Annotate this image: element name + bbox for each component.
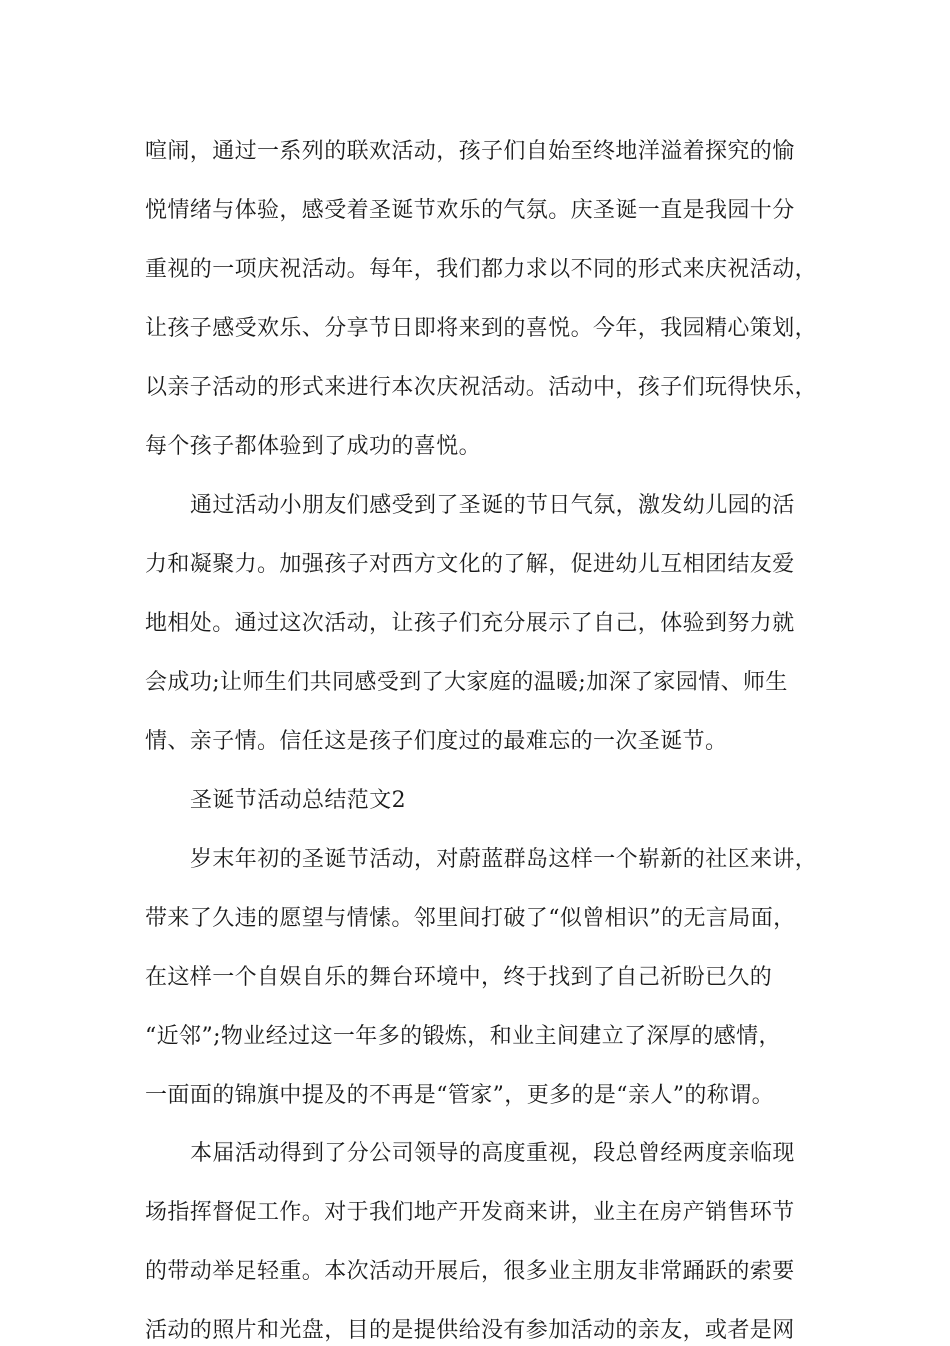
text-line: “近邻”;物业经过这一年多的锻炼，和业主间建立了深厚的感情， [145,1024,781,1049]
text-line: 带来了久违的愿望与情愫。邻里间打破了“似曾相识”的无言局面， [145,906,796,931]
text-line: 在这样一个自娱自乐的舞台环境中，终于找到了自己祈盼已久的 [145,965,773,990]
text-line: 一面面的锦旗中提及的不再是“管家”，更多的是“亲人”的称谓。 [145,1083,774,1108]
text-line: 的带动举足轻重。本次活动开展后，很多业主朋友非常踊跃的索要 [145,1259,795,1284]
text-line: 会成功;让师生们共同感受到了大家庭的温暖;加深了家园情、师生 [145,670,788,695]
text-line: 活动的照片和光盘，目的是提供给没有参加活动的亲友，或者是网 [145,1318,795,1343]
section-heading: 圣诞节活动总结范文2 [190,788,406,813]
text-line: 让孩子感受欢乐、分享节日即将来到的喜悦。今年，我园精心策划， [145,316,818,341]
text-line: 以亲子活动的形式来进行本次庆祝活动。活动中，孩子们玩得快乐， [145,375,818,400]
text-line: 情、亲子情。信任这是孩子们度过的最难忘的一次圣诞节。 [145,729,728,754]
paragraph-first-line: 本届活动得到了分公司领导的高度重视，段总曾经两度亲临现 [190,1141,795,1166]
paragraph-first-line: 岁末年初的圣诞节活动，对蔚蓝群岛这样一个崭新的社区来讲， [190,847,818,872]
text-line: 每个孩子都体验到了成功的喜悦。 [145,434,482,459]
text-line: 场指挥督促工作。对于我们地产开发商来讲，业主在房产销售环节 [145,1200,795,1225]
text-line: 悦情绪与体验，感受着圣诞节欢乐的气氛。庆圣诞一直是我园十分 [145,198,795,223]
paragraph-first-line: 通过活动小朋友们感受到了圣诞的节日气氛，激发幼儿园的活 [190,493,795,518]
text-line: 力和凝聚力。加强孩子对西方文化的了解，促进幼儿互相团结友爱 [145,552,795,577]
text-line: 地相处。通过这次活动，让孩子们充分展示了自己，体验到努力就 [145,611,795,636]
text-line: 喧闹，通过一系列的联欢活动，孩子们自始至终地洋溢着探究的愉 [145,139,795,164]
text-line: 重视的一项庆祝活动。每年，我们都力求以不同的形式来庆祝活动， [145,257,818,282]
